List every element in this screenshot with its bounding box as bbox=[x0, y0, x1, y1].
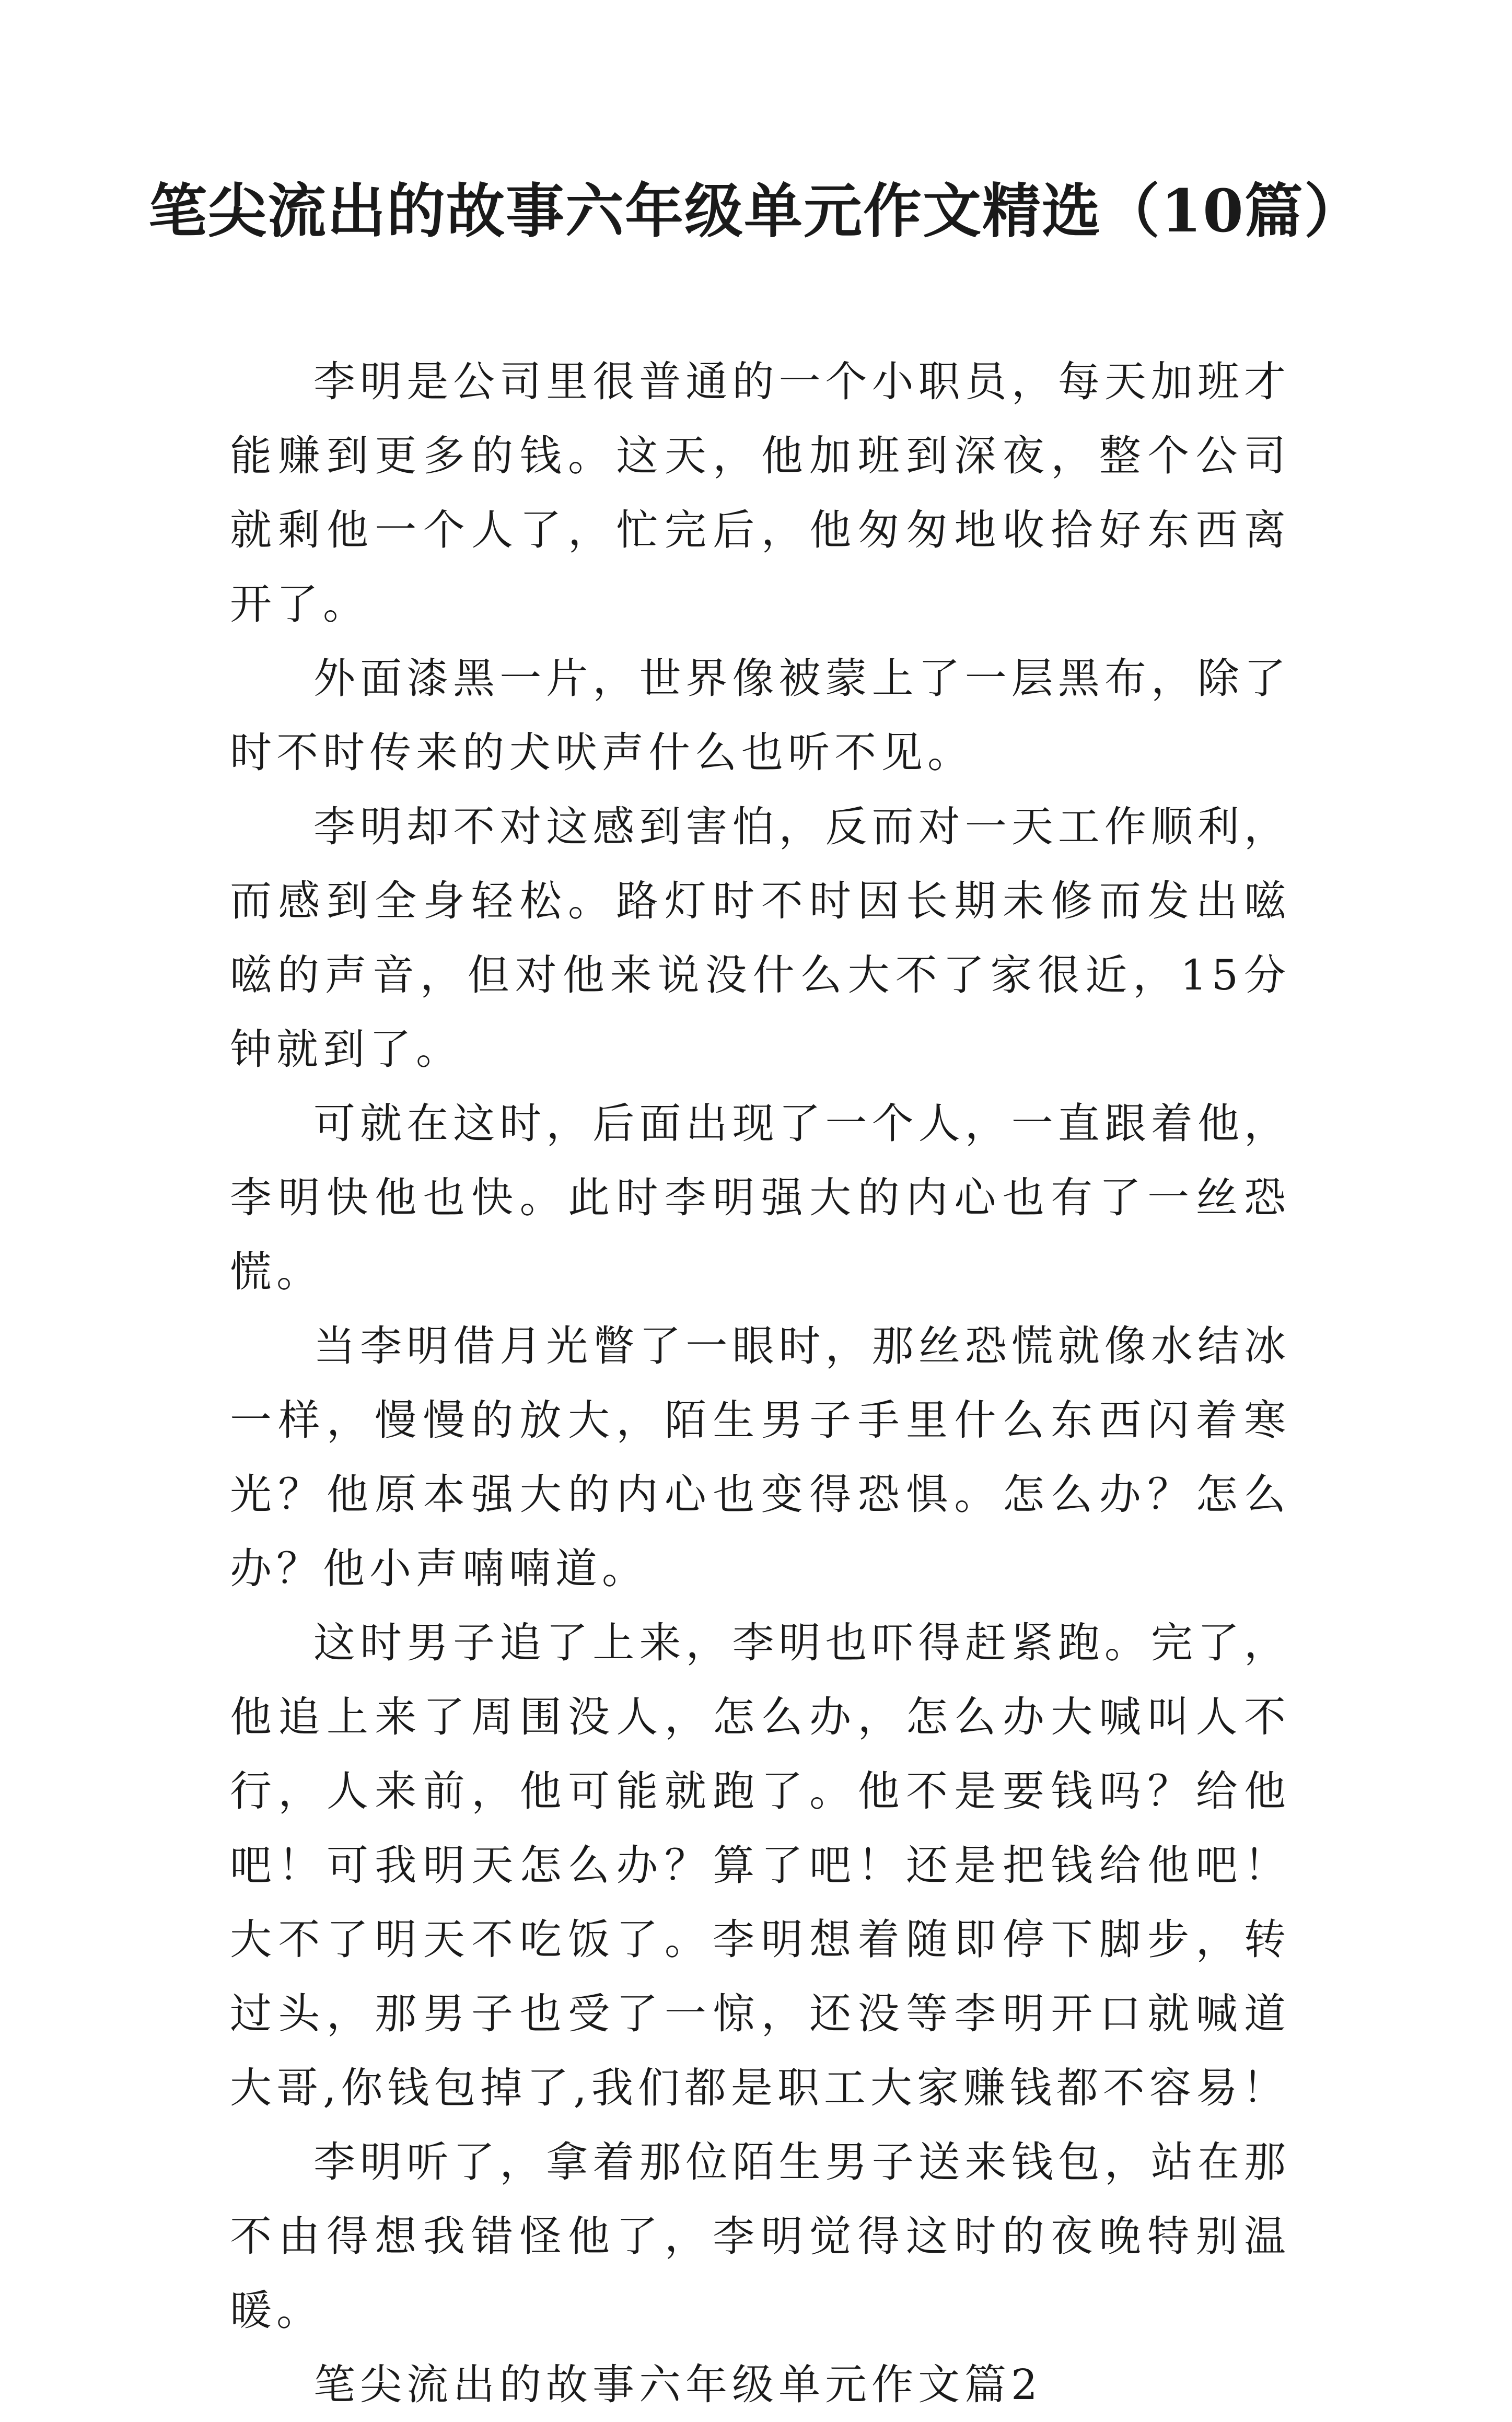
document-body bbox=[230, 345, 1290, 2422]
paragraph: 可就在这时，后面出现了一个人，一直跟着他，李明快他也快。此时李明强大的内心也有了一丝恐慌。 bbox=[230, 1099, 1290, 1296]
paragraph: 李明却不对这感到害怕，反而对一天工作顺利，而感到全身轻松。路灯时不时因长期未修而发出嗞嗞的声音，但对他来说没什么大不了家很近，15分钟就到了。 bbox=[230, 802, 1290, 1074]
paragraph: 这时男子追了上来，李明也吓得赶紧跑。完了，他追上来了周围没人，怎么办，怎么办大喊叫人不行，人来前，他可能就跑了。他不是要钱吗？给他吧！可我明天怎么办？算了吧！还是把钱给他吧！大不了明天不吃饭了。李明想着随即停下脚步，转过头，那男子也受了一惊，还没等李明开口就喊道大哥,你钱包掉了,我们都是职工大家赚钱都不容易！ bbox=[230, 1618, 1290, 2112]
paragraph: 当李明借月光瞥了一眼时，那丝恐慌就像水结冰一样，慢慢的放大，陌生男子手里什么东西闪着寒光？他原本强大的内心也变得恐惧。怎么办？怎么办？他小声喃喃道。 bbox=[230, 1322, 1290, 1593]
section-heading: 笔尖流出的故事六年级单元作文篇2 bbox=[313, 2360, 1042, 2409]
paragraph: 李明是公司里很普通的一个小职员，每天加班才能赚到更多的钱。这天，他加班到深夜，整个公司就剩他一个人了，忙完后，他匆匆地收拾好东西离开了。 bbox=[230, 357, 1290, 628]
document-title: 笔尖流出的故事六年级单元作文精选（10篇） bbox=[148, 177, 1364, 246]
paragraph: 李明听了，拿着那位陌生男子送来钱包，站在那不由得想我错怪他了，李明觉得这时的夜晚特别温暖。 bbox=[230, 2138, 1290, 2335]
paragraph: 外面漆黑一片，世界像被蒙上了一层黑布，除了时不时传来的犬吠声什么也听不见。 bbox=[230, 654, 1290, 777]
